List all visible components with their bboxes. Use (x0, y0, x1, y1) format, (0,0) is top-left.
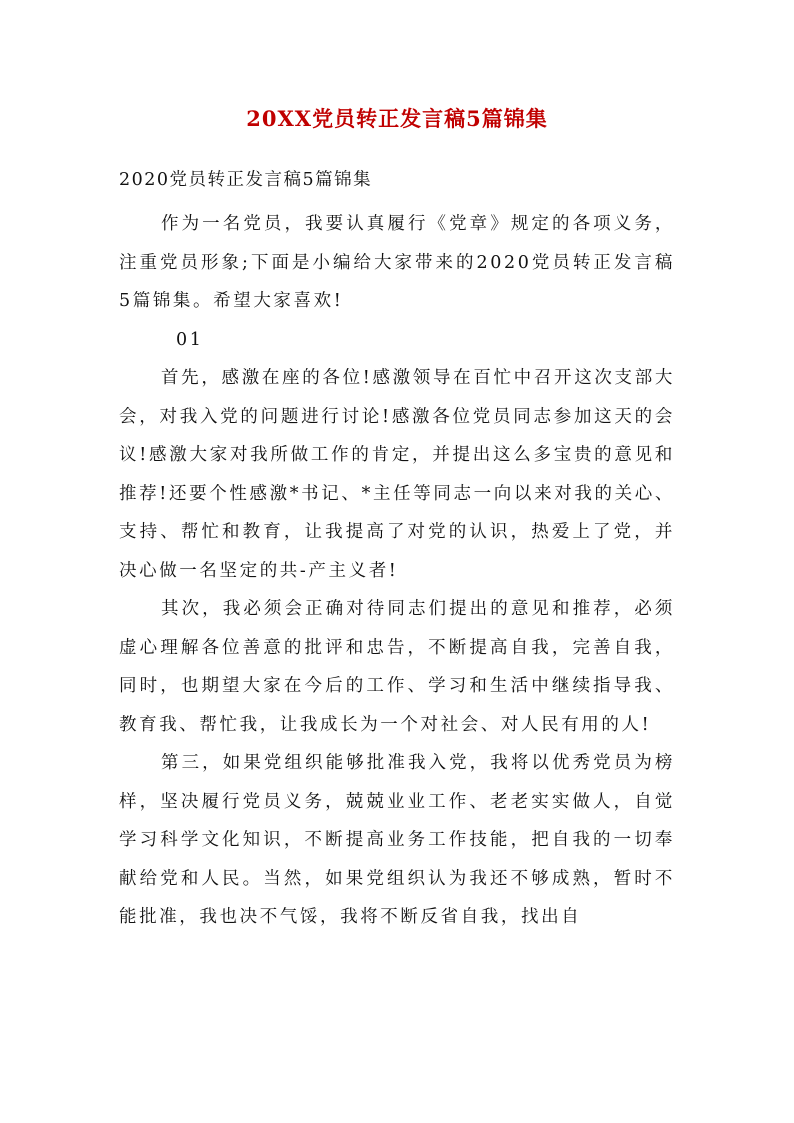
document-subtitle: 2020党员转正发言稿5篇锦集 (119, 170, 373, 190)
section-number: 01 (176, 329, 204, 350)
document-title: 20XX党员转正发言稿5篇锦集 (246, 106, 548, 131)
document-body (119, 205, 675, 937)
body-paragraph: 其次，我必须会正确对待同志们提出的意见和推荐，必须虚心理解各位善意的批评和忠告，不断提高自我，完善自我，同时，也期望大家在今后的工作、学习和生活中继续指导我、教育我、帮忙我，让我成长为一个对社会、对人民有用的人! (119, 599, 675, 735)
body-paragraph: 首先，感激在座的各位!感激领导在百忙中召开这次支部大会，对我入党的问题进行讨论!感激各位党员同志参加这天的会议!感激大家对我所做工作的肯定，并提出这么多宝贵的意见和推荐!还要个性感激*书记、*主任等同志一向以来对我的关心、支持、帮忙和教育，让我提高了对党的认识，热爱上了党，并决心做一名坚定的共-产主义者! (119, 368, 675, 581)
body-paragraph: 第三，如果党组织能够批准我入党，我将以优秀党员为榜样，坚决履行党员义务，兢兢业业工作、老老实实做人，自觉学习科学文化知识，不断提高业务工作技能，把自我的一切奉献给党和人民。当然，如果党组织认为我还不够成熟，暂时不能批准，我也决不气馁，我将不断反省自我，找出自 (119, 753, 675, 927)
intro-paragraph: 作为一名党员，我要认真履行《党章》规定的各项义务，注重党员形象;下面是小编给大家带来的2020党员转正发言稿5篇锦集。希望大家喜欢! (119, 214, 675, 311)
